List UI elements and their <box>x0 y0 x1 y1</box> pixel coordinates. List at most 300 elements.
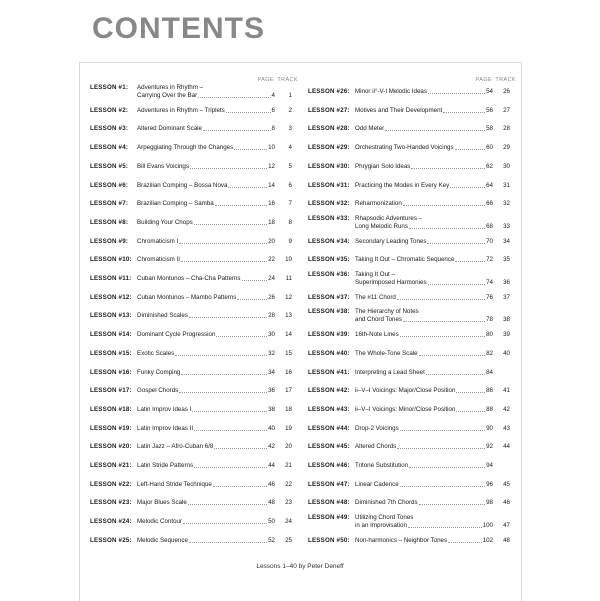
track-number: 1 <box>288 92 292 99</box>
dot-leader <box>189 317 267 318</box>
track-number: 31 <box>503 181 510 189</box>
page-number: 94 <box>486 462 493 469</box>
track-number: 48 <box>503 536 510 544</box>
toc-entry[interactable] <box>90 256 292 264</box>
lesson-number: LESSON #1: <box>90 84 129 91</box>
lesson-title <box>137 182 275 190</box>
toc-entry[interactable] <box>90 200 292 208</box>
toc-entry[interactable] <box>308 499 510 507</box>
dot-leader <box>411 168 485 169</box>
dot-leader <box>400 486 485 487</box>
lesson-title-line: Brazilian Comping – Samba <box>137 200 214 208</box>
track-number: 19 <box>285 424 292 432</box>
toc-entry[interactable] <box>90 84 292 100</box>
lesson-title-line: Tritone Substitution <box>355 462 409 469</box>
page-number: 68 <box>486 222 493 230</box>
lesson-title-line: The Hierarchy of Notes <box>355 308 419 316</box>
page-number: 66 <box>486 200 493 208</box>
lesson-number: LESSON #40: <box>308 349 350 357</box>
track-number: 32 <box>503 200 510 208</box>
lesson-number: LESSON #7: <box>90 200 129 208</box>
toc-entry[interactable] <box>90 163 292 171</box>
track-number: 27 <box>503 106 510 114</box>
toc-entry[interactable] <box>308 425 510 433</box>
page-number: 20 <box>268 237 275 245</box>
track-number: 12 <box>285 293 292 301</box>
lesson-number: LESSON #48: <box>308 499 350 507</box>
page-number: 102 <box>482 536 493 544</box>
lesson-number: LESSON #9: <box>90 237 129 245</box>
contents-column-right <box>308 75 518 544</box>
toc-entry[interactable] <box>308 350 510 358</box>
dot-leader <box>189 542 267 543</box>
lesson-number: LESSON #37: <box>308 293 350 301</box>
lesson-number: LESSON #32: <box>308 200 350 208</box>
page-number: 48 <box>268 499 275 507</box>
track-number: 45 <box>503 480 510 488</box>
toc-entry[interactable] <box>308 387 510 395</box>
lesson-title <box>355 294 493 302</box>
toc-entry[interactable] <box>90 499 292 507</box>
lesson-number: LESSON #17: <box>90 387 132 395</box>
lesson-title-line: Bill Evans Voicings <box>137 162 189 170</box>
toc-entry[interactable] <box>308 182 510 190</box>
lesson-title-line: Superimposed Harmonies <box>355 279 427 286</box>
page-number: 78 <box>486 316 493 324</box>
column-header <box>308 75 518 85</box>
toc-entry[interactable] <box>90 350 292 358</box>
track-number: 13 <box>285 312 292 320</box>
track-number: 5 <box>288 162 292 170</box>
track-number: 6 <box>288 181 292 189</box>
lesson-title <box>355 462 493 470</box>
toc-entry[interactable] <box>90 275 292 283</box>
lesson-number: LESSON #36: <box>308 271 350 278</box>
lesson-title <box>137 312 275 320</box>
track-number: 9 <box>288 237 292 245</box>
track-number: 29 <box>503 144 510 152</box>
page-number: 24 <box>268 275 275 282</box>
lesson-title-line: Diminished 7th Chords <box>355 499 418 507</box>
lesson-number: LESSON #25: <box>90 536 132 544</box>
dot-leader <box>397 448 485 449</box>
page-number: 12 <box>268 162 275 170</box>
page-number: 38 <box>268 405 275 413</box>
toc-entry[interactable] <box>308 443 510 451</box>
dot-leader <box>419 504 486 505</box>
dot-leader <box>213 486 267 487</box>
lesson-number: LESSON #4: <box>90 144 129 152</box>
lesson-title-line: Reharmonization <box>355 200 402 208</box>
page-number: 58 <box>486 125 493 133</box>
dot-leader <box>428 93 485 94</box>
track-number: 23 <box>285 499 292 507</box>
track-number: 44 <box>503 443 510 451</box>
lesson-title-line: Phrygian Solo Ideas <box>355 162 411 170</box>
track-header: TRACK <box>495 77 516 83</box>
lesson-title-line: Latin Improv Ideas II <box>137 424 194 432</box>
lesson-number: LESSON #45: <box>308 443 350 451</box>
lesson-title <box>137 537 275 545</box>
lesson-title <box>137 518 275 526</box>
page-number: 52 <box>268 536 275 544</box>
dot-leader <box>234 149 267 150</box>
toc-entry[interactable] <box>90 443 292 451</box>
lesson-number: LESSON #39: <box>308 331 350 339</box>
dot-leader <box>419 355 486 356</box>
track-number: 38 <box>503 316 510 324</box>
track-number: 39 <box>503 331 510 339</box>
toc-entry[interactable] <box>308 256 510 264</box>
lesson-number: LESSON #8: <box>90 218 129 226</box>
lesson-title-line: Arpeggiating Through the Changes <box>137 144 234 152</box>
lesson-title <box>137 387 275 395</box>
page-number: 76 <box>486 293 493 301</box>
lesson-title <box>137 331 275 339</box>
page-number: 74 <box>486 279 493 286</box>
lesson-title <box>137 499 275 507</box>
toc-entry[interactable] <box>90 144 292 152</box>
toc-entry[interactable] <box>308 514 510 530</box>
track-number: 7 <box>288 200 292 208</box>
lesson-title-line: Dominant Cycle Progression <box>137 331 216 339</box>
lesson-title-line: The #11 Chord <box>355 293 396 301</box>
lesson-title-line: Altered Dominant Scale <box>137 125 203 133</box>
lesson-number: LESSON #38: <box>308 308 350 316</box>
page-number: 4 <box>271 92 275 99</box>
page-number: 46 <box>268 480 275 488</box>
lesson-title <box>137 462 275 470</box>
dot-leader <box>237 299 267 300</box>
lesson-title-line: Interpreting a Lead Sheet <box>355 368 425 376</box>
toc-entry[interactable] <box>90 312 292 320</box>
dot-leader <box>409 467 485 468</box>
toc-entry[interactable] <box>90 369 292 377</box>
toc-entry[interactable] <box>90 518 292 526</box>
track-number: 42 <box>503 405 510 413</box>
track-number: 21 <box>285 462 292 469</box>
track-number: 18 <box>285 405 292 413</box>
lesson-title <box>355 369 493 377</box>
lesson-title-line: Melodic Contour <box>137 518 183 526</box>
page-number: 6 <box>271 106 275 114</box>
page-number: 42 <box>268 443 275 451</box>
track-number: 47 <box>503 522 510 530</box>
track-number: 8 <box>288 218 292 226</box>
toc-entry[interactable] <box>90 219 292 227</box>
page-number: 10 <box>268 144 275 152</box>
toc-entry[interactable] <box>308 163 510 171</box>
lesson-title <box>137 481 275 489</box>
lesson-title <box>137 144 275 152</box>
page-number: 62 <box>486 162 493 170</box>
lesson-title-line: Motives and Their Development <box>355 106 443 114</box>
lesson-title <box>355 271 493 287</box>
dot-leader <box>216 336 267 337</box>
lesson-title-line: Left-Hand Stride Technique <box>137 480 212 488</box>
lesson-title <box>355 387 493 395</box>
lesson-title-line: Brazilian Comping – Bossa Nova <box>137 181 228 189</box>
toc-entry[interactable] <box>308 369 510 377</box>
track-number: 17 <box>285 387 292 395</box>
page-number: 86 <box>486 387 493 395</box>
lesson-number: LESSON #16: <box>90 368 132 376</box>
track-number: 35 <box>503 256 510 264</box>
lesson-number: LESSON #26: <box>308 88 350 95</box>
lesson-number: LESSON #29: <box>308 144 350 152</box>
page-title: CONTENTS <box>92 12 265 45</box>
toc-entry[interactable] <box>90 537 292 545</box>
lesson-title-line: Funky Comping <box>137 368 181 376</box>
toc-entry[interactable] <box>308 215 510 231</box>
dot-leader <box>175 355 267 356</box>
lesson-number: LESSON #27: <box>308 106 350 114</box>
page-number: 54 <box>486 88 493 95</box>
page-number: 56 <box>486 106 493 114</box>
toc-entry[interactable] <box>90 425 292 433</box>
lesson-title-line: Melodic Sequence <box>137 536 188 544</box>
lesson-title <box>355 481 493 489</box>
lesson-title <box>137 406 275 414</box>
track-number: 36 <box>503 279 510 286</box>
lesson-title <box>355 406 493 414</box>
page-number: 90 <box>486 424 493 432</box>
dot-leader <box>456 392 485 393</box>
lesson-number: LESSON #28: <box>308 125 350 133</box>
page-number: 18 <box>268 218 275 226</box>
track-number: 30 <box>503 162 510 170</box>
dot-leader <box>179 243 267 244</box>
lesson-title-line: and Chord Tones <box>355 316 403 324</box>
track-number: 33 <box>503 222 510 230</box>
lesson-number: LESSON #6: <box>90 181 129 189</box>
lesson-number: LESSON #15: <box>90 349 132 357</box>
toc-entry[interactable] <box>308 88 510 96</box>
footer-credit: Lessons 1–40 by Peter Deneff <box>256 563 344 570</box>
lesson-title-line: Latin Improv Ideas I <box>137 405 192 413</box>
toc-entry[interactable] <box>308 125 510 133</box>
lesson-number: LESSON #44: <box>308 424 350 432</box>
lesson-title <box>137 350 275 358</box>
page-number: 36 <box>268 387 275 395</box>
lesson-number: LESSON #50: <box>308 536 350 544</box>
contents-column-left <box>90 75 300 544</box>
track-number: 22 <box>285 480 292 488</box>
lesson-title <box>355 238 493 246</box>
lesson-title-line: The Whole-Tone Scale <box>355 349 418 357</box>
lesson-number: LESSON #35: <box>308 256 350 264</box>
lesson-title <box>355 350 493 358</box>
toc-entry[interactable] <box>308 200 510 208</box>
lesson-number: LESSON #23: <box>90 499 132 507</box>
lesson-title-line: Exotic Scales <box>137 349 175 357</box>
page-number: 70 <box>486 237 493 245</box>
lesson-number: LESSON #14: <box>90 331 132 339</box>
page-header: PAGE <box>257 77 274 83</box>
toc-entry[interactable] <box>308 406 510 414</box>
lesson-title-line: Gospel Chords <box>137 387 179 395</box>
lesson-number: LESSON #3: <box>90 125 129 133</box>
lesson-number: LESSON #49: <box>308 514 350 522</box>
page-number: 80 <box>486 331 493 339</box>
toc-entry[interactable] <box>308 481 510 489</box>
track-number: 20 <box>285 443 292 451</box>
dot-leader <box>456 411 485 412</box>
lesson-title-line: Cuban Montunos – Cha-Cha Patterns <box>137 275 241 282</box>
dot-leader <box>428 284 486 285</box>
toc-entry[interactable] <box>90 331 292 339</box>
page-number: 82 <box>486 349 493 357</box>
lesson-title <box>137 163 275 171</box>
track-number: 10 <box>285 256 292 264</box>
page-number: 30 <box>268 331 275 339</box>
lesson-number: LESSON #31: <box>308 181 350 189</box>
dot-leader <box>403 321 485 322</box>
toc-entry[interactable] <box>90 387 292 395</box>
dot-leader <box>203 130 271 131</box>
lesson-title-line: Practicing the Modes in Every Key <box>355 181 450 189</box>
dot-leader <box>226 112 271 113</box>
lesson-title <box>355 163 493 171</box>
dot-leader <box>190 168 267 169</box>
lesson-title <box>355 256 493 264</box>
dot-leader <box>194 430 267 431</box>
toc-entry[interactable] <box>308 308 510 324</box>
toc-entry[interactable] <box>308 331 510 339</box>
page-number: 98 <box>486 499 493 507</box>
lesson-number: LESSON #43: <box>308 405 350 413</box>
page-number: 40 <box>268 424 275 432</box>
lesson-title-line: Drop-2 Voicings <box>355 424 399 432</box>
lesson-title <box>355 443 493 451</box>
track-number: 40 <box>503 349 510 357</box>
lesson-number: LESSON #41: <box>308 368 350 376</box>
dot-leader <box>242 280 268 281</box>
lesson-number: LESSON #11: <box>90 275 132 282</box>
toc-entry[interactable] <box>90 462 292 470</box>
lesson-title-line: Linear Cadence <box>355 480 399 488</box>
toc-entry[interactable] <box>90 238 292 246</box>
lesson-title <box>137 369 275 377</box>
toc-entry[interactable] <box>308 462 510 470</box>
lesson-title <box>137 219 275 227</box>
dot-leader <box>448 542 482 543</box>
dot-leader <box>194 224 267 225</box>
lesson-title-line: Orchestrating Two-Handed Voicings <box>355 144 454 152</box>
track-number: 46 <box>503 499 510 507</box>
page-number: 26 <box>268 293 275 301</box>
page-number: 92 <box>486 443 493 451</box>
page-number: 14 <box>268 181 275 189</box>
lesson-number: LESSON #20: <box>90 443 132 451</box>
lesson-title-line: Minor ii°-V-I Melodic Ideas <box>355 88 427 95</box>
track-number: 3 <box>288 125 292 133</box>
toc-entry[interactable] <box>308 144 510 152</box>
lesson-title-line: Diminished Scales <box>137 312 188 320</box>
track-number: 15 <box>285 349 292 357</box>
page-number: 16 <box>268 200 275 208</box>
lesson-number: LESSON #21: <box>90 462 132 469</box>
page-header: PAGE <box>475 77 492 83</box>
dot-leader <box>181 374 267 375</box>
dot-leader <box>183 523 267 524</box>
track-number: 2 <box>288 106 292 114</box>
page-number: 96 <box>486 480 493 488</box>
lesson-title <box>137 294 275 302</box>
lesson-title <box>355 144 493 152</box>
toc-entry[interactable] <box>308 238 510 246</box>
dot-leader <box>228 187 267 188</box>
track-header: TRACK <box>277 77 298 83</box>
dot-leader <box>181 261 267 262</box>
lesson-title-line: ii–V–I Voicings: Major/Close Position <box>355 387 456 395</box>
lesson-title <box>355 107 493 115</box>
lesson-number: LESSON #10: <box>90 256 132 264</box>
toc-entry[interactable] <box>308 294 510 302</box>
dot-leader <box>385 130 485 131</box>
lesson-title-line: Taking It Out – Chromatic Sequence <box>355 256 455 264</box>
toc-entry[interactable] <box>90 125 292 133</box>
lesson-title-line: Latin Jazz – Afro-Cuban 6/8 <box>137 443 214 451</box>
track-number: 25 <box>285 536 292 544</box>
toc-entry[interactable] <box>90 107 292 115</box>
lesson-title-line: Altered Chords <box>355 443 397 451</box>
dot-leader <box>400 336 485 337</box>
toc-entry[interactable] <box>308 537 510 545</box>
toc-entry[interactable] <box>90 294 292 302</box>
lesson-title <box>355 425 493 433</box>
lesson-number: LESSON #2: <box>90 106 129 114</box>
lesson-title <box>137 425 275 433</box>
toc-entry[interactable] <box>308 271 510 287</box>
dot-leader <box>215 205 267 206</box>
lesson-number: LESSON #30: <box>308 162 350 170</box>
dot-leader <box>455 261 485 262</box>
page-number: 28 <box>268 312 275 320</box>
lesson-title-line: Chromaticism II <box>137 256 180 264</box>
page-number: 60 <box>486 144 493 152</box>
page-number: 8 <box>271 125 275 133</box>
lesson-title <box>137 275 275 283</box>
lesson-title-line: Adventures in Rhythm – Triplets <box>137 106 225 114</box>
lesson-number: LESSON #47: <box>308 480 350 488</box>
dot-leader <box>455 149 486 150</box>
lesson-title <box>355 200 493 208</box>
track-number: 26 <box>503 88 510 95</box>
toc-entry[interactable] <box>308 107 510 115</box>
dot-leader <box>403 205 485 206</box>
dot-leader <box>426 374 485 375</box>
lesson-title-line: Taking It Out – <box>355 271 395 278</box>
dot-leader <box>214 448 267 449</box>
dot-leader <box>409 228 485 229</box>
dot-leader <box>443 112 485 113</box>
lesson-title <box>137 443 275 451</box>
lesson-title-line: Carrying Over the Bar <box>137 92 198 99</box>
lesson-title <box>355 215 493 231</box>
lesson-title <box>137 256 275 264</box>
toc-entry[interactable] <box>90 182 292 190</box>
lesson-number: LESSON #13: <box>90 312 132 320</box>
lesson-title-line: Latin Stride Patterns <box>137 462 194 469</box>
dot-leader <box>400 430 485 431</box>
lesson-title <box>355 308 493 324</box>
toc-entry[interactable] <box>90 406 292 414</box>
toc-entry[interactable] <box>90 481 292 489</box>
lesson-title-line: in an Improvisation <box>355 522 407 530</box>
page-number: 22 <box>268 256 275 264</box>
lesson-title-line: Non-harmonics – Neighbor Tones <box>355 536 448 544</box>
